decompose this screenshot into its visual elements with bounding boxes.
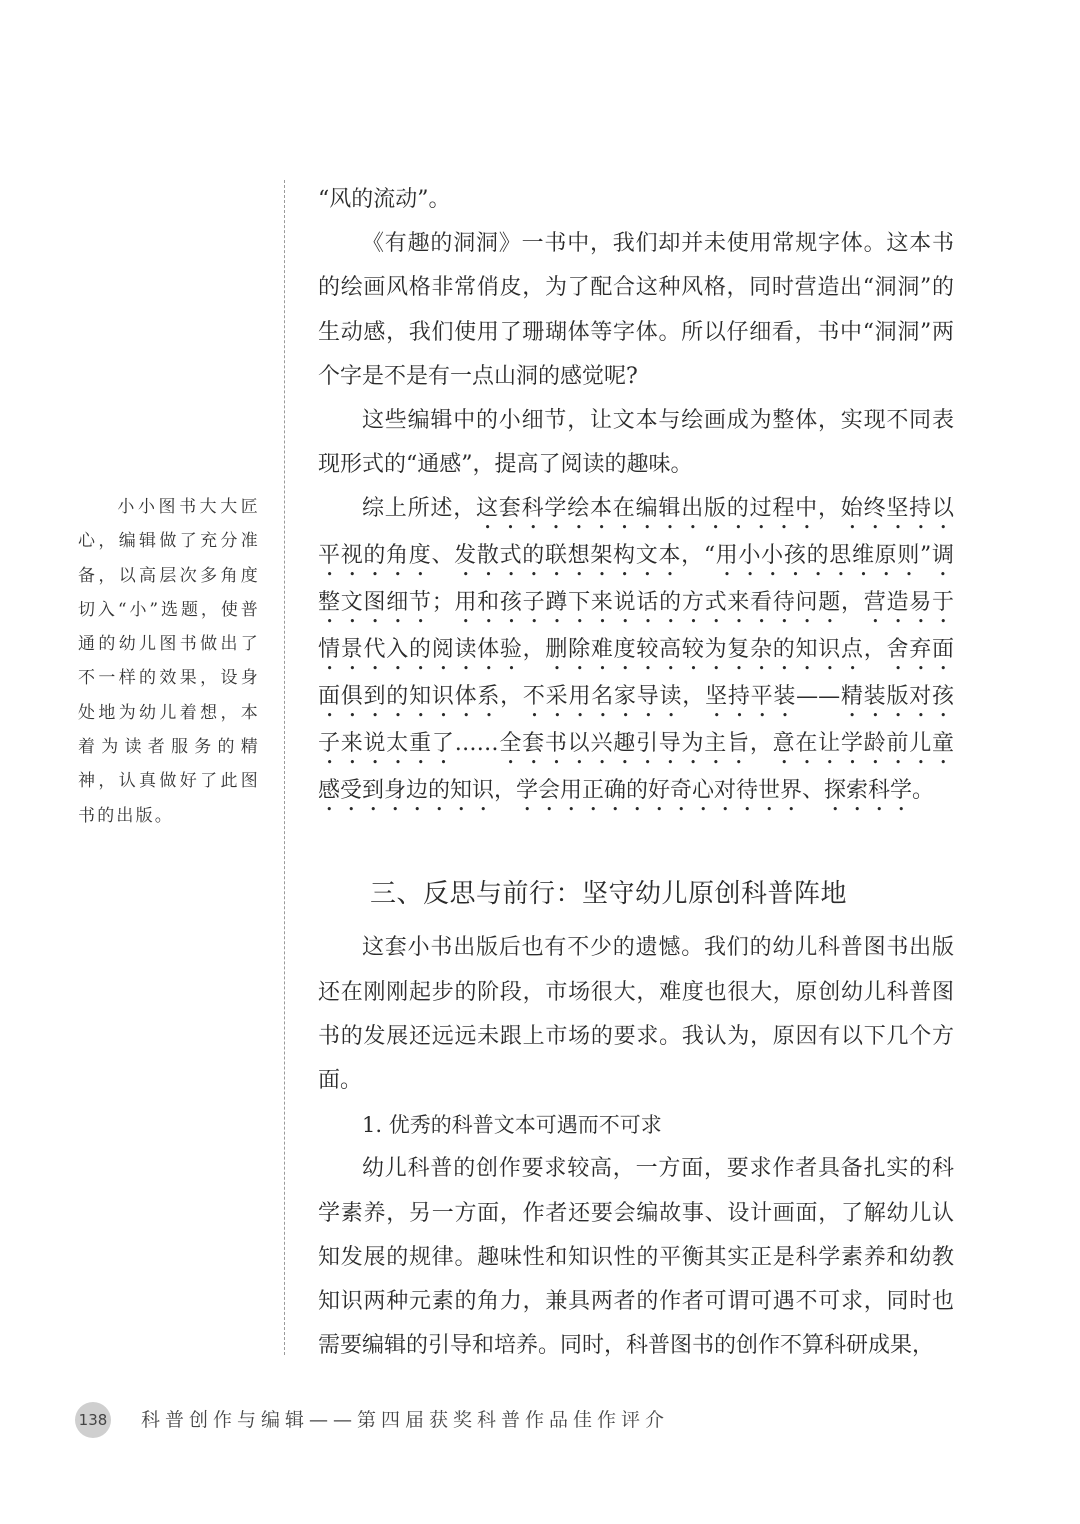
section-heading: 三、反思与前行：坚守幼儿原创科普阵地 bbox=[370, 879, 848, 910]
running-title: 科普创作与编辑——第四届获奖科普作品佳作评介 bbox=[141, 1409, 670, 1431]
paragraph-5: 幼儿科普的创作要求较高，一方面，要求作者具备扎实的科学素养，另一方面，作者还要会编故事、设计画面，了解幼儿认知发展的规律。趣味性和知识性的平衡其实正是科学素养和幼教知识两种元素的角力，兼具两者的作者可谓可遇不可求，同时也需要编辑的引导和培养。同时，科普图书的创作不算科研成果， bbox=[318, 1156, 954, 1359]
paragraph-1: 《有趣的洞洞》一书中，我们却并未使用常规字体。这本书的绘画风格非常俏皮，为了配合这种风格，同时营造出“洞洞”的生动感，我们使用了珊瑚体等字体。所以仔细看，书中“洞洞”两个字是不是有一点山洞的感觉呢? bbox=[318, 231, 954, 389]
paragraph-3-lead: 综上所述， bbox=[362, 496, 476, 522]
column-divider bbox=[284, 180, 285, 1355]
paragraph-4: 这套小书出版后也有不少的遗憾。我们的幼儿科普图书出版还在刚刚起步的阶段，市场很大，难度也很大，原创幼儿科普图书的发展还远远未跟上市场的要求。我认为，原因有以下几个方面。 bbox=[318, 935, 954, 1094]
margin-note bbox=[78, 490, 260, 833]
paragraph-3-end: 。 bbox=[912, 778, 935, 804]
paragraph-3 bbox=[318, 487, 954, 816]
paragraph-0: “风的流动”。 bbox=[318, 187, 451, 212]
page-footer bbox=[75, 1402, 775, 1442]
sub-heading: 1. 优秀的科普文本可遇而不可求 bbox=[362, 1113, 662, 1138]
main-text-column bbox=[318, 178, 954, 1368]
page-number-badge: 138 bbox=[75, 1402, 111, 1438]
paragraph-2: 这些编辑中的小细节，让文本与绘画成为整体，实现不同表现形式的“通感”，提高了阅读的趣味。 bbox=[318, 408, 954, 478]
sidenote-text: 小小图书大大匠心，编辑做了充分准备，以高层次多角度切入“小”选题，使普通的幼儿图书做出了不一样的效果，设身处地为幼儿着想，本着为读者服务的精神，认真做好了此图书的出版。 bbox=[78, 497, 260, 826]
paragraph-3-emphasis: 这套科学绘本在编辑出版的过程中，始终坚持以平视的角度、发散式的联想架构文本，“用小小孩的思维原则”调整文图细节；用和孩子蹲下来说话的方式来看待问题，营造易于情景代入的阅读体验，删除难度较高较为复杂的知识点，舍弃面面俱到的知识体系，不采用名家导读，坚持平装——精装版对孩子来说太重了……全套书以兴趣引导为主旨，意在让学龄前儿童感受到身边的知识，学会用正确的好奇心对待世界、探索科学 bbox=[318, 496, 954, 804]
